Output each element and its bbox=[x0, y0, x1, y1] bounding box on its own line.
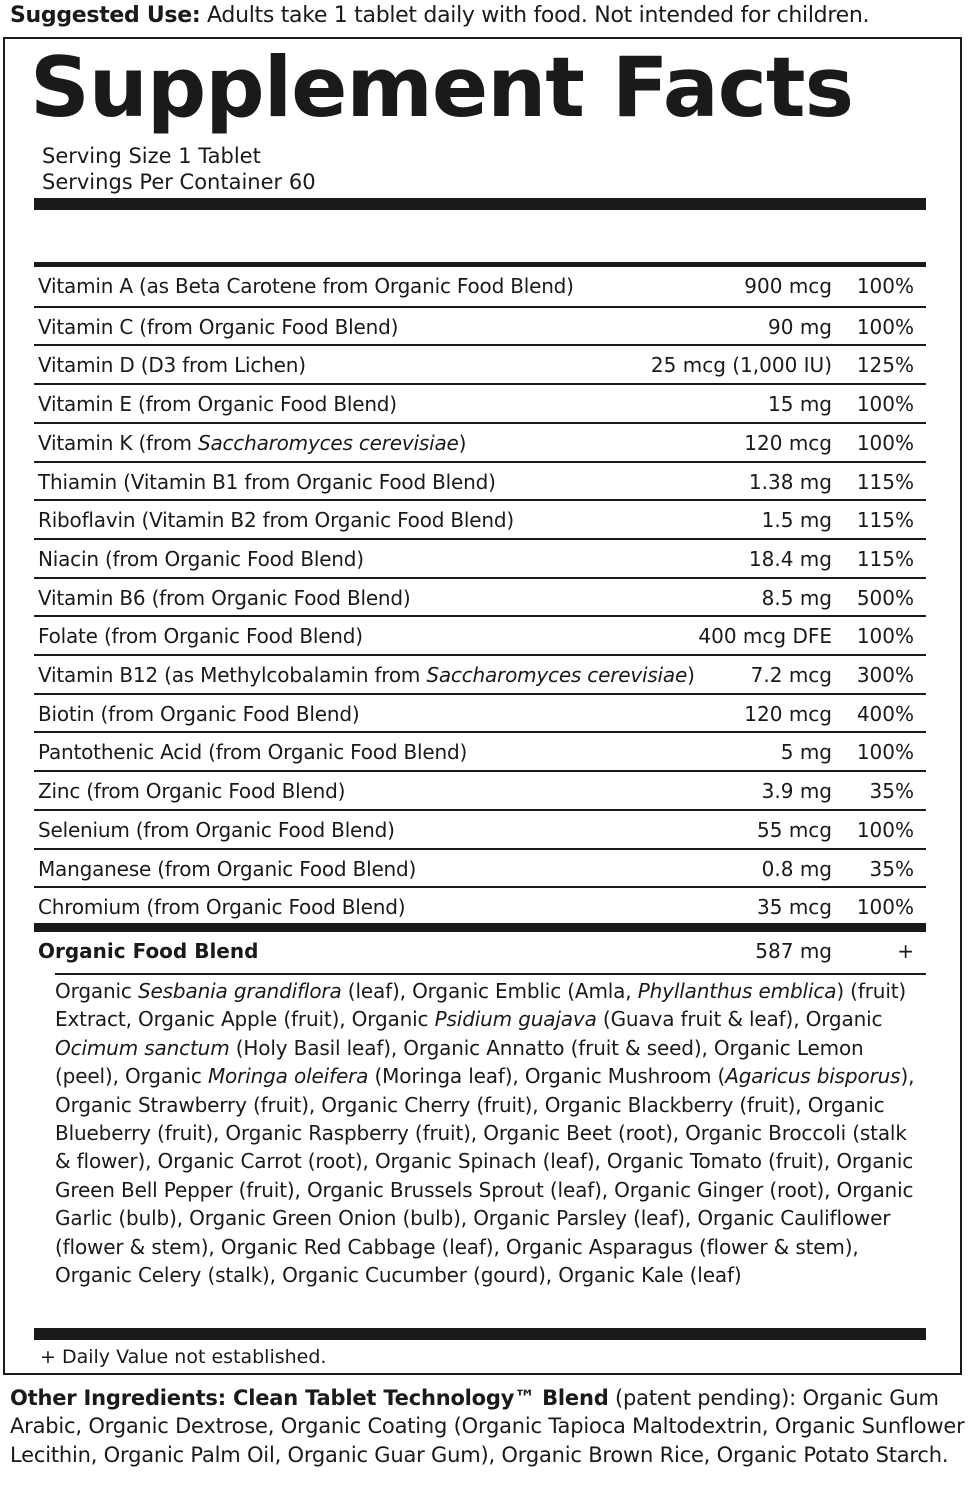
nutrient-row bbox=[34, 654, 926, 693]
ingredient-text: (Moringa leaf), Organic Mushroom ( bbox=[368, 1064, 726, 1089]
nutrient-name: Vitamin B6 (from Organic Food Blend) bbox=[38, 585, 411, 610]
nutrient-amount: 3.9 mg bbox=[761, 779, 832, 804]
nutrient-name: Vitamin E (from Organic Food Blend) bbox=[38, 392, 397, 417]
nutrient-row bbox=[34, 809, 926, 848]
nutrient-name-pre: Vitamin B12 (as Methylcobalamin from bbox=[38, 663, 427, 687]
nutrient-daily-value: 115% bbox=[856, 546, 914, 571]
nutrient-daily-value: 100% bbox=[856, 817, 914, 842]
nutrient-amount: 90 mg bbox=[768, 314, 832, 339]
thick-divider-blend bbox=[34, 923, 926, 932]
blend-amount: 587 mg bbox=[755, 939, 832, 963]
nutrient-amount: 900 mcg bbox=[744, 274, 832, 298]
ingredient-text: ), Organic Strawberry (fruit), Organic Cherry (fruit), Organic Blackberry (fruit), Organic Blueberry (fruit), Organic Raspberry (fruit), Organic Beet (root), Organic Broccoli (stalk & flower), Organic Carrot (root), Organic Spinach (leaf), Organic Tomato (fruit), Organic Green Bell Pepper (fruit), Organic Brussels Sprout (leaf), Organic Ginger (root), Organic Garlic (bulb), Organic Green Onion (bulb), Organic Parsley (leaf), Organic Cauliflower (flower & stem), Organic Red Cabbage (leaf), Organic Asparagus (flower & stem), Organic Celery (stalk), Organic Cucumber (gourd), Organic Kale (leaf) bbox=[55, 1064, 915, 1288]
nutrient-row bbox=[34, 615, 926, 654]
nutrient-amount: 7.2 mcg bbox=[750, 663, 832, 687]
nutrient-name: Folate (from Organic Food Blend) bbox=[38, 624, 363, 649]
nutrient-daily-value: 300% bbox=[856, 663, 914, 687]
nutrient-daily-value: 35% bbox=[869, 779, 914, 804]
ingredient-species: Phyllanthus emblica bbox=[637, 979, 837, 1003]
daily-value-footnote: + Daily Value not established. bbox=[40, 1346, 327, 1368]
nutrient-name-italic: Saccharomyces cerevisiae bbox=[426, 663, 688, 687]
nutrient-row bbox=[34, 693, 926, 732]
other-ingredients bbox=[10, 1384, 965, 1469]
nutrient-amount: 1.5 mg bbox=[761, 508, 832, 533]
nutrient-name bbox=[38, 425, 466, 461]
nutrient-daily-value: 100% bbox=[856, 392, 914, 417]
blend-ingredients bbox=[55, 977, 925, 1289]
nutrient-row bbox=[34, 577, 926, 616]
blend-daily-value: + bbox=[897, 939, 914, 963]
nutrient-amount: 0.8 mg bbox=[761, 856, 832, 881]
serving-size: Serving Size 1 Tablet bbox=[42, 144, 261, 168]
nutrient-row bbox=[34, 731, 926, 770]
other-ingredients-label: Other Ingredients: Clean Tablet Technology™ Blend bbox=[10, 1386, 609, 1410]
ingredient-species: Agaricus bisporus bbox=[725, 1064, 901, 1089]
nutrient-name: Thiamin (Vitamin B1 from Organic Food Blend) bbox=[38, 469, 496, 494]
nutrient-name: Pantothenic Acid (from Organic Food Blend) bbox=[38, 740, 468, 765]
blend-row bbox=[34, 932, 926, 974]
ingredient-species: Psidium guajava bbox=[434, 1007, 597, 1032]
nutrient-name: Selenium (from Organic Food Blend) bbox=[38, 817, 395, 842]
panel-title: Supplement Facts bbox=[30, 39, 853, 136]
nutrient-daily-value: 100% bbox=[856, 274, 914, 298]
nutrient-amount: 120 mcg bbox=[744, 701, 832, 726]
nutrient-daily-value: 115% bbox=[856, 508, 914, 533]
suggested-use-label: Suggested Use: bbox=[10, 3, 201, 28]
nutrient-name-pre: Vitamin K (from bbox=[38, 430, 198, 455]
nutrient-daily-value: 100% bbox=[856, 430, 914, 455]
nutrient-name: Riboflavin (Vitamin B2 from Organic Food Blend) bbox=[38, 508, 514, 533]
nutrient-amount: 35 mcg bbox=[757, 895, 832, 920]
nutrient-amount: 1.38 mg bbox=[748, 469, 832, 494]
nutrient-name: Vitamin D (D3 from Lichen) bbox=[38, 353, 306, 378]
nutrient-row bbox=[34, 848, 926, 887]
nutrient-row bbox=[34, 267, 926, 306]
nutrient-name: Vitamin A (as Beta Carotene from Organic Food Blend) bbox=[38, 274, 574, 298]
suggested-use-text: Adults take 1 tablet daily with food. Not intended for children. bbox=[200, 3, 870, 28]
nutrient-amount: 15 mg bbox=[768, 392, 832, 417]
nutrient-daily-value: 500% bbox=[856, 585, 914, 610]
nutrient-daily-value: 100% bbox=[856, 314, 914, 339]
nutrient-name: Vitamin C (from Organic Food Blend) bbox=[38, 314, 399, 339]
other-ingredients-text: (patent pending): Organic Gum Arabic, Organic Dextrose, Organic Coating (Organic Tapioca Maltodextrin, Organic Sunflower Lecithin, Organic Palm Oil, Organic Guar Gum), Organic Brown Rice, Organic Potato Starch. bbox=[10, 1386, 965, 1467]
nutrient-row bbox=[34, 461, 926, 500]
ingredient-text: (Guava fruit & leaf), Organic bbox=[596, 1007, 883, 1032]
nutrient-daily-value: 115% bbox=[856, 469, 914, 494]
nutrient-amount: 400 mcg DFE bbox=[698, 624, 832, 649]
nutrient-name: Niacin (from Organic Food Blend) bbox=[38, 546, 364, 571]
nutrient-row bbox=[34, 383, 926, 422]
nutrient-amount: 55 mcg bbox=[757, 817, 832, 842]
nutrient-amount: 8.5 mg bbox=[761, 585, 832, 610]
nutrient-row bbox=[34, 422, 926, 461]
nutrient-amount: 120 mcg bbox=[744, 430, 832, 455]
ingredient-text: Organic bbox=[55, 979, 138, 1003]
nutrient-name: Zinc (from Organic Food Blend) bbox=[38, 779, 346, 804]
nutrient-amount: 25 mcg (1,000 IU) bbox=[650, 353, 832, 378]
servings-per-container: Servings Per Container 60 bbox=[42, 170, 316, 194]
ingredient-species: Moringa oleifera bbox=[207, 1064, 369, 1089]
nutrient-row bbox=[34, 344, 926, 383]
thick-divider-top bbox=[34, 198, 926, 210]
nutrient-name: Chromium (from Organic Food Blend) bbox=[38, 895, 406, 920]
nutrient-name: Biotin (from Organic Food Blend) bbox=[38, 701, 360, 726]
ingredient-text: (leaf), Organic Emblic (Amla, bbox=[341, 979, 638, 1003]
nutrient-daily-value: 100% bbox=[856, 624, 914, 649]
nutrient-daily-value: 100% bbox=[856, 740, 914, 765]
nutrient-daily-value: 125% bbox=[856, 353, 914, 378]
blend-name: Organic Food Blend bbox=[38, 939, 259, 963]
nutrient-row bbox=[34, 538, 926, 577]
ingredient-species: Sesbania grandiflora bbox=[137, 979, 342, 1003]
nutrient-name-italic: Saccharomyces cerevisiae bbox=[197, 430, 459, 455]
nutrient-row bbox=[34, 770, 926, 809]
nutrient-name bbox=[38, 657, 695, 693]
nutrient-row bbox=[34, 886, 926, 925]
nutrient-daily-value: 100% bbox=[856, 895, 914, 920]
ingredient-species: Ocimum sanctum bbox=[55, 1035, 230, 1060]
blend-divider bbox=[55, 973, 926, 975]
suggested-use bbox=[10, 0, 965, 32]
nutrient-amount: 5 mg bbox=[780, 740, 832, 765]
nutrient-daily-value: 400% bbox=[856, 701, 914, 726]
ingredient-text: ) (fruit) Extract, Organic Apple (fruit), Organic bbox=[55, 979, 907, 1032]
thick-divider-bottom bbox=[34, 1328, 926, 1340]
nutrient-daily-value: 35% bbox=[869, 856, 914, 881]
nutrient-row bbox=[34, 306, 926, 345]
ingredient-text: (Holy Basil leaf), Organic Annatto (fruit & seed), Organic Lemon (peel), Organic bbox=[55, 1035, 864, 1089]
nutrient-name-post: ) bbox=[458, 430, 467, 455]
nutrient-amount: 18.4 mg bbox=[748, 546, 832, 571]
nutrient-name: Manganese (from Organic Food Blend) bbox=[38, 856, 417, 881]
nutrient-name-post: ) bbox=[687, 663, 695, 687]
nutrient-row bbox=[34, 499, 926, 538]
